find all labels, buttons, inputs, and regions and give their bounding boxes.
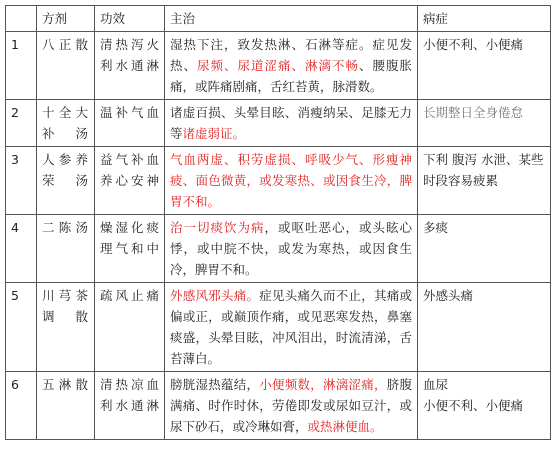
symptom-text: 血尿 xyxy=(423,377,449,392)
indication-text: 脐腹满痛、时作时休，劳倦即发或尿如豆汁，或尿下砂石，或冷琳如膏， xyxy=(170,377,412,434)
symptom-text: 外感头痛 xyxy=(423,288,474,303)
symptom-text: 长期整日全身倦怠 xyxy=(423,105,524,120)
table-row xyxy=(6,372,551,440)
highlighted-text: 气血两虚、积劳虚损、呼吸少气、形瘦神疲、面色微黄，或发寒热、或因食生冷，脾胃不和。 xyxy=(170,152,412,209)
prescription-name: 人参养荣汤 xyxy=(37,147,95,215)
symptom-text: 下利 腹泻 水泄、某些时段容易疲累 xyxy=(423,152,544,188)
highlighted-text: 治一切痰饮为病 xyxy=(170,220,265,235)
indication-text: 症见头痛久而不止，其痛或偏或正，或巅顶作痛，或见恶寒发热，鼻塞痰盛，头晕目眩，冲风泪出，时流清涕，舌苔薄白。 xyxy=(170,288,412,366)
prescription-indication xyxy=(165,32,418,100)
table-header-row xyxy=(6,6,551,32)
row-number: 6 xyxy=(6,372,37,440)
header-prescription: 方剂 xyxy=(37,6,95,32)
header-effect: 功效 xyxy=(95,6,165,32)
row-number: 3 xyxy=(6,147,37,215)
prescription-indication xyxy=(165,372,418,440)
row-number: 2 xyxy=(6,100,37,147)
row-number: 5 xyxy=(6,283,37,372)
prescription-indication xyxy=(165,283,418,372)
prescription-indication xyxy=(165,147,418,215)
indication-text: 湿热下注，致发热淋、石淋等症。症见发热、 xyxy=(170,37,412,73)
prescription-effect: 疏风止痛 xyxy=(95,283,165,372)
symptom-text: 小便不利、小便痛 xyxy=(423,37,524,52)
prescription-indication xyxy=(165,100,418,147)
prescription-effect: 燥湿化痰理气和中 xyxy=(95,215,165,283)
prescription-table xyxy=(5,5,551,440)
indication-text: 、腰腹胀痛，或阵痛剧痛，舌红苔黄，脉滑数。 xyxy=(170,58,412,94)
prescription-name: 川芎茶调散 xyxy=(37,283,95,372)
highlighted-text: 诸虚弱证。 xyxy=(182,126,246,141)
table-row xyxy=(6,215,551,283)
prescription-name: 十全大补汤 xyxy=(37,100,95,147)
symptom-cell xyxy=(418,147,551,215)
header-symptom: 病症 xyxy=(418,6,551,32)
highlighted-text: 小便频数，淋漓涩痛， xyxy=(259,377,387,392)
symptom-cell xyxy=(418,32,551,100)
header-number xyxy=(6,6,37,32)
prescription-name: 五淋散 xyxy=(37,372,95,440)
indication-text: 膀胱湿热蕴结， xyxy=(170,377,260,392)
indication-text: ，或呕吐恶心，或头眩心悸，或中脘不快，或发为寒热，或因食生冷，脾胃不和。 xyxy=(170,220,412,277)
symptom-cell xyxy=(418,100,551,147)
symptom-cell xyxy=(418,283,551,372)
highlighted-text: 外感风邪头痛。 xyxy=(170,288,260,303)
prescription-effect: 温补气血 xyxy=(95,100,165,147)
table-row xyxy=(6,100,551,147)
highlighted-text: 或热淋便血。 xyxy=(307,419,383,434)
symptom-text: 小便不利、小便痛 xyxy=(423,398,524,413)
table-row xyxy=(6,283,551,372)
row-number: 1 xyxy=(6,32,37,100)
header-indication: 主治 xyxy=(165,6,418,32)
prescription-effect: 益气补血养心安神 xyxy=(95,147,165,215)
highlighted-text: 尿频、尿道涩痛、淋漓不畅 xyxy=(197,58,359,73)
prescription-indication xyxy=(165,215,418,283)
prescription-effect: 清热凉血利水通淋 xyxy=(95,372,165,440)
symptom-text: 多痰 xyxy=(423,220,449,235)
indication-text: 诸虚百损、头晕目眩、消瘦纳呆、足膝无力等 xyxy=(170,105,412,141)
table-row xyxy=(6,147,551,215)
table-row xyxy=(6,32,551,100)
prescription-name: 八正散 xyxy=(37,32,95,100)
prescription-name: 二陈汤 xyxy=(37,215,95,283)
symptom-cell xyxy=(418,372,551,440)
symptom-cell xyxy=(418,215,551,283)
prescription-effect: 清热泻火利水通淋 xyxy=(95,32,165,100)
row-number: 4 xyxy=(6,215,37,283)
